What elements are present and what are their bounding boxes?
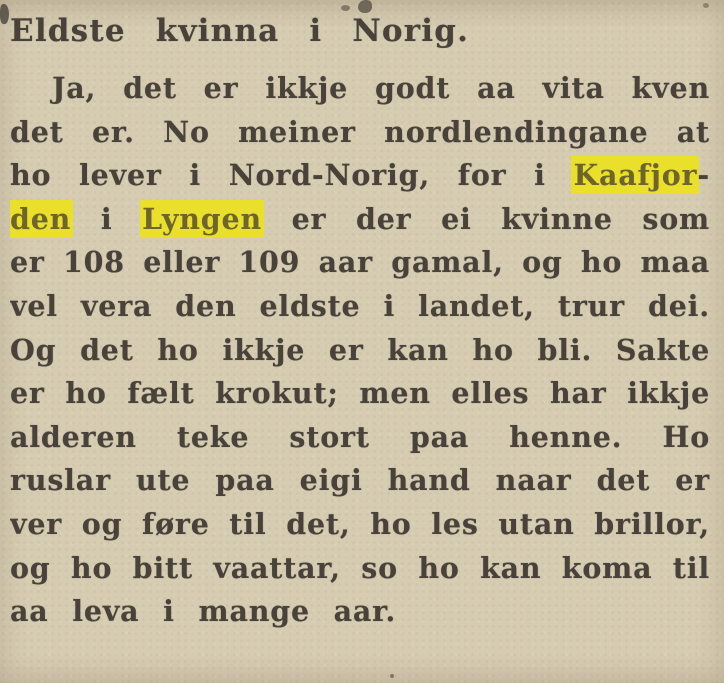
text-line xyxy=(10,459,710,503)
text-segment: ho lever i Nord-Norig, for i xyxy=(10,158,574,193)
text-line xyxy=(10,329,710,373)
text-line xyxy=(10,547,710,591)
text-line xyxy=(10,285,710,329)
highlighted-text: Kaafjor xyxy=(573,158,698,193)
highlighted-text: Lyngen xyxy=(142,201,262,236)
text-segment: Og det ho ikkje er kan ho bli. Sakte xyxy=(10,332,710,367)
ink-speck xyxy=(0,4,9,24)
text-line xyxy=(10,154,710,198)
text-line xyxy=(10,416,710,460)
text-segment: er ho fælt krokut; men elles har ikkje xyxy=(10,376,710,411)
text-segment: ruslar ute paa eigi hand naar det er xyxy=(10,463,710,498)
text-line xyxy=(10,590,710,634)
text-segment: vel vera den eldste i landet, trur dei. xyxy=(10,288,710,323)
text-line xyxy=(10,111,710,155)
ink-speck xyxy=(703,3,709,8)
article-body xyxy=(10,67,710,634)
text-line xyxy=(10,372,710,416)
text-segment: og ho bitt vaattar, so ho kan koma til xyxy=(10,550,710,585)
text-line xyxy=(10,198,710,242)
text-line xyxy=(10,503,710,547)
text-segment: i xyxy=(71,201,143,236)
text-segment: ver og føre til det, ho les utan brillor, xyxy=(10,506,710,541)
text-segment: det er. No meiner nordlendingane at xyxy=(10,114,710,149)
ink-speck xyxy=(390,674,394,678)
text-segment: aa leva i mange aar. xyxy=(10,594,397,629)
text-line xyxy=(10,241,710,285)
ink-speck xyxy=(358,0,372,13)
text-segment: er der ei kvinne som xyxy=(261,201,710,236)
ink-speck xyxy=(341,5,350,11)
text-segment: alderen teke stort paa henne. Ho xyxy=(10,419,710,454)
article-headline: Eldste kvinna i Norig. xyxy=(10,13,470,49)
highlighted-text: den xyxy=(10,201,72,236)
text-segment: er 108 eller 109 aar gamal, og ho maa xyxy=(10,245,710,280)
text-segment: - xyxy=(697,158,710,193)
text-segment: Ja, det er ikkje godt aa vita kven xyxy=(52,71,710,105)
text-line xyxy=(10,67,710,111)
